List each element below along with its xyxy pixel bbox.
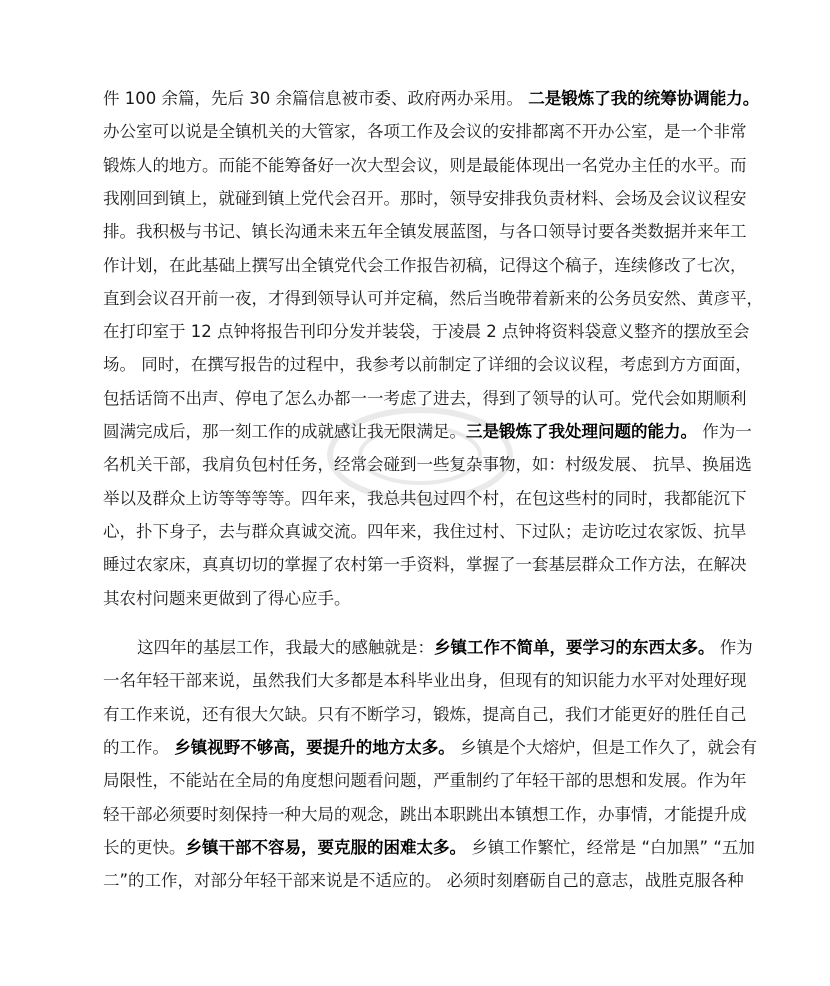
text-line [103,352,752,378]
text-line [103,835,755,861]
text-run: 其农村问题来更做到了得心应手。 [103,588,351,608]
text-run: 乡镇是个大熔炉，但是工作久了，就会有 [454,737,757,757]
text-line [103,735,757,761]
text-line [103,768,747,794]
text-line [103,668,747,694]
text-line [103,253,747,279]
text-run: 场。 同时，在撰写报告的过程中，我参考以前制定了详细的会议议程，考虑到方方面面， [103,355,752,375]
text-run: 心，扑下身子，去与群众真诚交流。四年来，我住过村、下过队；走访吃过农家饭、抗旱 [103,521,747,541]
text-run: 轻干部必须要时刻保持一种大局的观念，跳出本职跳出本镇想工作，办事情，才能提升成 [103,804,747,824]
text-line [137,635,753,661]
text-line [103,119,747,145]
text-line [103,586,727,612]
text-line [103,552,747,578]
text-run: 的工作。 [103,737,175,757]
text-run: 长的更快。 [103,837,186,857]
text-line [103,86,760,112]
bold-phrase: 乡镇干部不容易，要克服的困难太多。 [185,837,466,857]
bold-phrase: 三是锻炼了我处理问题的能力。 [466,422,697,441]
text-line [103,452,752,478]
text-run: 有工作来说，还有很大欠缺。只有不断学习，锻炼，提高自己，我们才能更好的胜任自己 [103,704,747,724]
text-run: 睡过农家床，真真切切的掌握了农村第一手资料，掌握了一套基层群众工作方法，在解决 [103,555,747,575]
text-run: 直到会议召开前一夜，才得到领导认可并定稿，然后当晚带着新来的公务员安然、黄彦平， [103,288,763,308]
bold-phrase: 乡镇工作不简单，要学习的东西太多。 [434,638,715,657]
text-run: 包括话筒不出声、停电了怎么办都一一考虑了进去，得到了领导的认可。党代会如期顺利 [103,388,747,408]
text-run: 锻炼人的地方。而能不能筹备好一次大型会议，则是最能体现出一名党办主任的水平。而 [103,155,747,175]
text-line [103,319,750,345]
text-run: 圆满完成后，那一刻工作的成就感让我无限满足。 [103,422,466,441]
text-line [103,419,752,445]
text-line [103,386,747,412]
text-line [103,286,763,312]
bold-phrase: 乡镇视野不够高，要提升的地方太多。 [174,737,455,757]
text-run: 排。我积极与书记、镇长沟通未来五年全镇发展蓝图，与各口领导讨要各类数据并来年工 [103,222,747,242]
text-line [103,702,747,728]
text-line [103,868,744,894]
text-run: 作为一 [697,422,752,441]
text-run: 我刚回到镇上，就碰到镇上党代会召开。那时，领导安排我负责材料、会场及会议议程安 [103,188,747,208]
text-run: 作为 [714,638,753,657]
text-run: 件 100 余篇，先后 30 余篇信息被市委、政府两办采用。 [103,89,523,108]
text-run: 办公室可以说是全镇机关的大管家，各项工作及会议的安排都离不开办公室，是一个非常 [103,122,747,142]
text-line [103,486,747,512]
text-run: 一名年轻干部来说，虽然我们大多都是本科毕业出身，但现有的知识能力水平对处理好现 [103,671,747,691]
text-run: 二”的工作，对部分年轻干部来说是不适应的。 必须时刻磨砺自己的意志，战胜克服各种 [103,871,744,891]
text-line [103,186,747,212]
text-run: 名机关干部，我肩负包村任务，经常会碰到一些复杂事物，如：村级发展、 抗旱、换届选 [103,455,752,475]
text-run: 举以及群众上访等等等等。四年来，我总共包过四个村，在包这些村的同时，我都能沉下 [103,488,747,508]
text-line [103,219,747,245]
text-run: 局限性，不能站在全局的角度想问题看问题，严重制约了年轻干部的思想和发展。作为年 [103,771,747,791]
text-run: 在打印室于 12 点钟将报告刊印分发并装袋，于凌晨 2 点钟将资料袋意义整齐的摆放至会 [103,322,750,342]
text-line [103,519,747,545]
text-run: 乡镇工作繁忙，经常是 “白加黑” “五加 [466,837,755,857]
text-run: 作计划，在此基础上撰写出全镇党代会工作报告初稿，记得这个稿子，连续修改了七次， [103,255,747,275]
text-line [103,153,747,179]
bold-phrase: 二是锻炼了我的统筹协调能力。 [528,89,760,108]
text-line [103,802,747,828]
text-run: 这四年的基层工作，我最大的感触就是： [137,638,434,657]
